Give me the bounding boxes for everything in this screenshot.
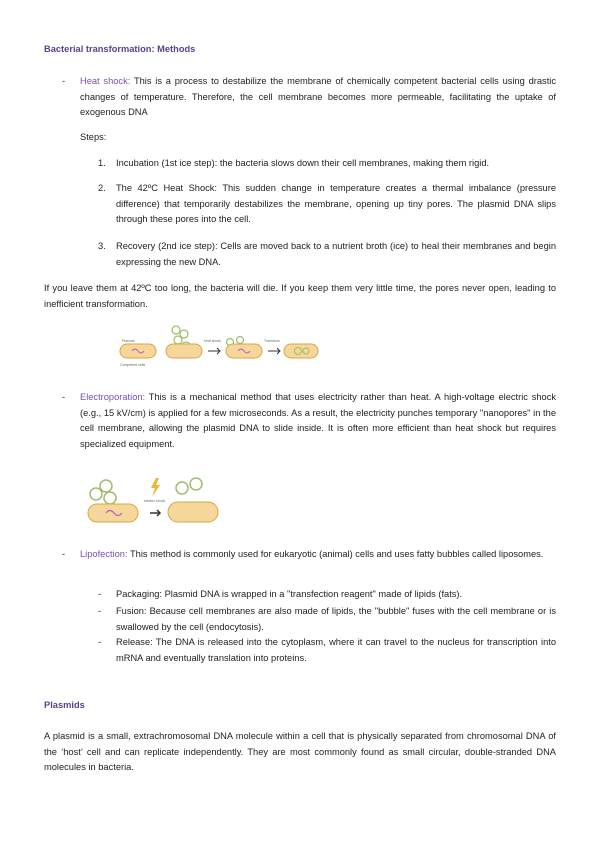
section-title: Bacterial transformation: Methods [44,44,196,54]
heat-shock-term: Heat shock: [80,76,131,86]
electroporation-text: This is a mechanical method that uses electricity rather than heat. A high-voltage electric shock (e.g., 15 kV/cm) is applied for a few microseconds. As a result, the electricity punches temporary "nanopores" in the cell membrane, allowing the plasmid DNA to slide inside. It is often more efficient than heat shock but requires specialized equipment. [80,392,556,449]
bacterial-cell-icon [168,502,218,522]
electroporation-diagram [86,476,226,526]
figure-label: electric shock [144,499,166,503]
lipofection-paragraph [80,547,556,563]
bullet-dash: - [62,76,66,86]
lipofection-term: Lipofection: [80,549,128,559]
step-number: 2. [98,183,106,193]
lipofection-item: Release: The DNA is released into the cytoplasm, where it can travel to the nucleus for transcription into mRNA and eventually translation into proteins. [116,637,556,663]
sub-bullet-dash: - [98,637,102,647]
heat-shock-note: If you leave them at 42ºC too long, the bacteria will die. If you keep them very little time, the pores never open, leading to inefficient transformation. [44,283,556,309]
arrow-icon [208,348,220,354]
sub-bullet-dash: - [98,606,102,616]
plasmid-icon [90,480,116,504]
electroporation-term: Electroporation: [80,392,146,402]
bacterial-cell-icon [88,504,138,522]
heat-shock-text: This is a process to destabilize the membrane of chemically competent bacterial cells using drastic changes of temperature. Therefore, the cell membrane becomes more permeable, facilitating the uptake of exogenous DNA [80,76,556,117]
figure-label: Competent cells [120,363,146,367]
steps-label: Steps: [80,132,107,142]
plasmids-paragraph: A plasmid is a small, extrachromosomal DNA molecule within a cell that is physically separated from chromosomal DNA of the ‘host’ cell and can replicate independently. They are most commonly found as small circular, double-stranded DNA molecules in bacteria. [44,731,556,772]
plasmid-icon [176,478,202,494]
arrow-icon [150,510,160,516]
figure-label: heat shock [204,339,221,343]
electroporation-paragraph [80,390,556,452]
step-text: Incubation (1st ice step): the bacteria slows down their cell membranes, making them rigid. [116,158,490,168]
section-title: Plasmids [44,700,85,710]
sub-bullet-dash: - [98,589,102,599]
figure-label: Transform [264,339,280,343]
lightning-icon [151,478,160,497]
lipofection-item: Packaging: Plasmid DNA is wrapped in a "transfection reagent" made of lipids (fats). [116,589,463,599]
step-text: The 42ºC Heat Shock: This sudden change in temperature creates a thermal imbalance (pressure difference) that temporarily destabilizes the membrane, opening up tiny pores. The plasmid DNA slips through these pores into the cell. [116,183,556,224]
heat-shock-diagram [118,322,318,374]
bacterial-cell-icon [166,344,202,358]
step-text: Recovery (2nd ice step): Cells are moved back to a nutrient broth (ice) to heal their membranes and begin expressing the new DNA. [116,241,556,267]
step-number: 1. [98,158,106,168]
step-number: 3. [98,241,106,251]
lipofection-text: This method is commonly used for eukaryotic (animal) cells and uses fatty bubbles called liposomes. [129,549,544,559]
arrow-icon [268,348,280,354]
lipofection-item: Fusion: Because cell membranes are also made of lipids, the "bubble" fuses with the cell membrane or is swallowed by the cell (endocytosis). [116,606,556,632]
heat-shock-paragraph [80,74,556,121]
bullet-dash: - [62,392,66,402]
bullet-dash: - [62,549,66,559]
figure-label: Plasmid [122,339,135,343]
